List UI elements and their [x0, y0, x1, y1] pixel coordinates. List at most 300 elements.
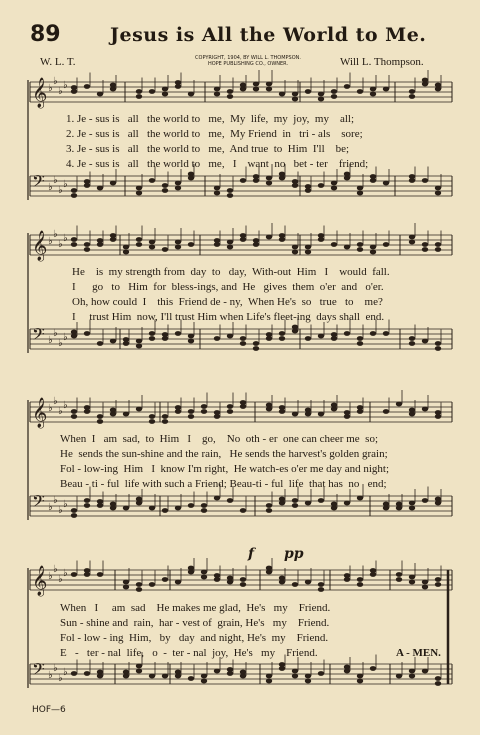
note-head: [279, 172, 285, 177]
note-head: [383, 502, 389, 507]
note-head: [266, 503, 272, 508]
note-head: [409, 506, 415, 511]
note-head: [357, 89, 363, 94]
note-head: [136, 94, 142, 99]
note-head: [409, 89, 415, 94]
note-head: [136, 664, 142, 669]
note-head: [71, 572, 77, 577]
note-head: [162, 87, 168, 92]
note-head: [71, 409, 77, 414]
note-head: [84, 179, 90, 184]
note-head: [97, 92, 103, 97]
note-head: [435, 341, 441, 346]
treble-staff: [30, 558, 452, 597]
note-head: [162, 183, 168, 188]
lyric-verse-4: Beau - ti - ful life with such a Friend; Beau-ti - ful life that has no end;: [60, 478, 387, 490]
note-head: [149, 419, 155, 424]
page-footer: HOF—6: [32, 705, 66, 715]
note-head: [227, 409, 233, 414]
note-head: [240, 336, 246, 341]
note-head: [305, 336, 311, 341]
note-head: [305, 679, 311, 684]
note-head: [357, 405, 363, 410]
lyric-verse-3: 3. Je - sus is all the world to me, And true to Him I'll be;: [66, 143, 350, 155]
note-head: [435, 242, 441, 247]
note-head: [292, 669, 298, 674]
flat-icon: ♭: [63, 499, 68, 510]
note-head: [344, 573, 350, 578]
note-head: [253, 341, 259, 346]
note-head: [331, 502, 337, 507]
note-head: [435, 676, 441, 681]
note-head: [370, 174, 376, 179]
note-head: [253, 82, 259, 87]
note-head: [370, 250, 376, 255]
note-head: [409, 341, 415, 346]
flat-icon: ♭: [58, 673, 63, 684]
note-head: [71, 193, 77, 198]
note-head: [279, 336, 285, 341]
note-head: [71, 671, 77, 676]
note-head: [305, 501, 311, 506]
flat-icon: ♭: [58, 185, 63, 196]
note-head: [175, 181, 181, 186]
note-head: [409, 501, 415, 506]
note-head: [136, 669, 142, 674]
note-head: [149, 336, 155, 341]
flat-icon: ♭: [48, 403, 53, 414]
note-head: [409, 174, 415, 179]
hymn-number: 89: [30, 22, 61, 47]
note-head: [331, 186, 337, 191]
note-head: [383, 409, 389, 414]
note-head: [84, 84, 90, 89]
note-head: [136, 242, 142, 247]
note-head: [279, 92, 285, 97]
copyright-line-1: COPYRIGHT, 1904, BY WILL L. THOMPSON.: [195, 55, 301, 61]
note-head: [175, 405, 181, 410]
bass-clef-icon: 𝄢: [32, 659, 45, 683]
note-head: [201, 674, 207, 679]
note-head: [97, 414, 103, 419]
note-head: [292, 412, 298, 417]
note-head: [97, 499, 103, 504]
note-head: [136, 344, 142, 349]
note-head: [331, 242, 337, 247]
note-head: [409, 235, 415, 240]
note-head: [383, 242, 389, 247]
note-head: [227, 188, 233, 193]
note-head: [318, 183, 324, 188]
note-head: [214, 191, 220, 196]
note-head: [383, 181, 389, 186]
note-head: [357, 247, 363, 252]
note-head: [292, 245, 298, 250]
flat-icon: ♭: [53, 663, 58, 674]
note-head: [435, 410, 441, 415]
note-head: [370, 666, 376, 671]
note-head: [279, 233, 285, 238]
note-head: [123, 412, 129, 417]
note-head: [422, 585, 428, 590]
note-head: [318, 412, 324, 417]
staff-system-4: [0, 560, 480, 700]
note-head: [266, 87, 272, 92]
note-head: [110, 233, 116, 238]
note-head: [188, 409, 194, 414]
note-head: [318, 671, 324, 676]
flat-icon: ♭: [58, 338, 63, 349]
note-head: [370, 245, 376, 250]
note-head: [305, 580, 311, 585]
note-head: [396, 402, 402, 407]
flat-icon: ♭: [58, 574, 63, 585]
note-head: [84, 503, 90, 508]
note-head: [214, 336, 220, 341]
note-head: [253, 174, 259, 179]
note-head: [370, 87, 376, 92]
note-head: [188, 242, 194, 247]
lyric-verse-2: I go to Him for bless-ings, and He gives them o'er and o'er.: [72, 281, 384, 293]
note-head: [71, 414, 77, 419]
note-head: [97, 419, 103, 424]
note-head: [227, 498, 233, 503]
note-head: [409, 580, 415, 585]
copyright-line-2: HOPE PUBLISHING CO., OWNER.: [207, 61, 289, 67]
flat-icon: ♭: [48, 502, 53, 513]
composer-credit: Will L. Thompson.: [340, 56, 424, 68]
note-head: [435, 191, 441, 196]
flat-icon: ♭: [63, 400, 68, 411]
note-head: [227, 667, 233, 672]
lyric-verse-1: When I am sad He makes me glad, He's my Friend.: [60, 602, 331, 614]
note-head: [344, 410, 350, 415]
note-head: [357, 679, 363, 684]
note-head: [344, 665, 350, 670]
note-head: [110, 181, 116, 186]
note-head: [279, 497, 285, 502]
note-head: [227, 576, 233, 581]
note-head: [214, 496, 220, 501]
treble-staff: [30, 223, 452, 262]
note-head: [162, 188, 168, 193]
flat-icon: ♭: [58, 239, 63, 250]
note-head: [201, 404, 207, 409]
note-head: [357, 191, 363, 196]
note-head: [409, 336, 415, 341]
note-head: [201, 575, 207, 580]
note-head: [214, 238, 220, 243]
note-head: [175, 240, 181, 245]
note-head: [266, 82, 272, 87]
note-head: [71, 237, 77, 242]
note-head: [318, 233, 324, 238]
note-head: [227, 193, 233, 198]
note-head: [305, 245, 311, 250]
note-head: [279, 576, 285, 581]
hymn-title: Jesus is All the World to Me.: [110, 24, 427, 46]
note-head: [84, 331, 90, 336]
note-head: [240, 83, 246, 88]
note-head: [266, 674, 272, 679]
note-head: [97, 572, 103, 577]
note-head: [292, 498, 298, 503]
note-head: [162, 674, 168, 679]
treble-clef-icon: 𝄞: [32, 398, 48, 428]
note-head: [253, 238, 259, 243]
note-head: [266, 235, 272, 240]
note-head: [292, 179, 298, 184]
note-head: [84, 671, 90, 676]
note-head: [266, 508, 272, 513]
lyric-verse-2: 2. Je - sus is all the world to me, My Friend in tri - als sore;: [66, 128, 363, 140]
note-head: [136, 186, 142, 191]
treble-staff: [30, 390, 452, 429]
note-head: [149, 582, 155, 587]
flat-icon: ♭: [63, 179, 68, 190]
note-head: [227, 245, 233, 250]
flat-icon: ♭: [53, 328, 58, 339]
lyric-verse-1: When I am sad, to Him I go, No oth - er one can cheer me so;: [60, 433, 378, 445]
note-head: [97, 186, 103, 191]
note-head: [110, 339, 116, 344]
note-head: [357, 336, 363, 341]
note-head: [175, 331, 181, 336]
note-head: [71, 85, 77, 90]
note-head: [279, 405, 285, 410]
note-head: [227, 404, 233, 409]
treble-clef-icon: 𝄞: [32, 78, 48, 108]
note-head: [188, 676, 194, 681]
note-head: [318, 498, 324, 503]
flat-icon: ♭: [48, 83, 53, 94]
lyric-verse-3: Fol - low - ing Him, by day and night, He's my Friend.: [60, 632, 329, 644]
note-head: [318, 334, 324, 339]
note-head: [357, 186, 363, 191]
note-head: [435, 497, 441, 502]
bass-clef-icon: 𝄢: [32, 171, 45, 195]
note-head: [318, 92, 324, 97]
staff-system-3: [0, 392, 480, 532]
note-head: [84, 568, 90, 573]
note-head: [214, 410, 220, 415]
note-head: [188, 92, 194, 97]
note-head: [201, 503, 207, 508]
note-head: [422, 407, 428, 412]
note-head: [292, 97, 298, 102]
note-head: [266, 176, 272, 181]
note-head: [136, 339, 142, 344]
note-head: [435, 582, 441, 587]
note-head: [435, 346, 441, 351]
note-head: [305, 184, 311, 189]
note-head: [266, 566, 272, 571]
lyric-verse-4: 4. Je - sus is all the world to me, I want no bet - ter friend;: [66, 158, 369, 170]
flat-icon: ♭: [58, 86, 63, 97]
note-head: [409, 240, 415, 245]
note-head: [214, 669, 220, 674]
note-head: [110, 83, 116, 88]
note-head: [266, 403, 272, 408]
lyric-verse-1: He is my strength from day to day, With-out Him I would fall.: [72, 266, 390, 278]
note-head: [175, 245, 181, 250]
note-head: [149, 89, 155, 94]
note-head: [396, 502, 402, 507]
note-head: [188, 503, 194, 508]
bass-clef-icon: 𝄢: [32, 491, 45, 515]
note-head: [240, 400, 246, 405]
note-head: [357, 577, 363, 582]
note-head: [344, 245, 350, 250]
note-head: [370, 331, 376, 336]
note-head: [175, 186, 181, 191]
note-head: [188, 566, 194, 571]
note-head: [136, 237, 142, 242]
note-head: [292, 503, 298, 508]
note-head: [409, 669, 415, 674]
note-head: [71, 513, 77, 518]
note-head: [422, 339, 428, 344]
note-head: [409, 94, 415, 99]
note-head: [292, 325, 298, 330]
lyric-verse-1: 1. Je - sus is all the world to me, My life, my joy, my all;: [66, 113, 355, 125]
note-head: [149, 240, 155, 245]
note-head: [305, 674, 311, 679]
note-head: [149, 245, 155, 250]
note-head: [331, 403, 337, 408]
note-head: [136, 582, 142, 587]
note-head: [279, 331, 285, 336]
note-head: [396, 577, 402, 582]
note-head: [331, 332, 337, 337]
note-head: [318, 587, 324, 592]
note-head: [201, 409, 207, 414]
note-head: [292, 674, 298, 679]
note-head: [435, 83, 441, 88]
flat-icon: ♭: [53, 229, 58, 240]
note-head: [175, 670, 181, 675]
note-head: [240, 577, 246, 582]
flat-icon: ♭: [63, 233, 68, 244]
note-head: [227, 94, 233, 99]
note-head: [149, 506, 155, 511]
note-head: [305, 250, 311, 255]
amen-lyric: A - MEN.: [396, 647, 441, 659]
flat-icon: ♭: [48, 335, 53, 346]
note-head: [422, 78, 428, 83]
note-head: [292, 92, 298, 97]
dynamic-pianissimo: pp: [284, 546, 304, 562]
note-head: [370, 568, 376, 573]
note-head: [357, 242, 363, 247]
note-head: [188, 414, 194, 419]
flat-icon: ♭: [58, 505, 63, 516]
note-head: [227, 89, 233, 94]
note-head: [240, 582, 246, 587]
note-head: [84, 242, 90, 247]
lyric-verse-2: Sun - shine and rain, har - vest of grain, He's my Friend.: [60, 617, 330, 629]
note-head: [123, 506, 129, 511]
note-head: [201, 570, 207, 575]
flat-icon: ♭: [48, 571, 53, 582]
note-head: [240, 341, 246, 346]
note-head: [344, 331, 350, 336]
note-head: [71, 188, 77, 193]
note-head: [305, 408, 311, 413]
note-head: [435, 681, 441, 686]
bass-clef-icon: 𝄢: [32, 324, 45, 348]
note-head: [227, 334, 233, 339]
note-head: [422, 178, 428, 183]
note-head: [84, 498, 90, 503]
copyright-notice: [168, 55, 328, 67]
flat-icon: ♭: [53, 175, 58, 186]
note-head: [383, 87, 389, 92]
note-head: [149, 178, 155, 183]
lyric-verse-4: E - ter - nal life, o - ter - nal joy, He's my Friend.: [60, 647, 318, 659]
note-head: [344, 501, 350, 506]
flat-icon: ♭: [48, 236, 53, 247]
note-head: [253, 346, 259, 351]
note-head: [357, 582, 363, 587]
note-head: [422, 669, 428, 674]
note-head: [331, 181, 337, 186]
flat-icon: ♭: [48, 670, 53, 681]
note-head: [71, 508, 77, 513]
staff-system-1: [0, 72, 480, 212]
note-head: [136, 89, 142, 94]
note-head: [162, 92, 168, 97]
note-head: [188, 334, 194, 339]
note-head: [123, 245, 129, 250]
flat-icon: ♭: [53, 396, 58, 407]
flat-icon: ♭: [53, 76, 58, 87]
note-head: [383, 331, 389, 336]
note-head: [136, 497, 142, 502]
note-head: [409, 575, 415, 580]
note-head: [240, 178, 246, 183]
note-head: [201, 508, 207, 513]
dynamic-forte: f: [248, 546, 255, 562]
note-head: [214, 87, 220, 92]
note-head: [357, 674, 363, 679]
note-head: [266, 332, 272, 337]
note-head: [201, 679, 207, 684]
lyric-verse-2: He sends the sun-shine and the rain, He sends the harvest's golden grain;: [60, 448, 388, 460]
note-head: [162, 332, 168, 337]
note-head: [422, 498, 428, 503]
note-head: [123, 585, 129, 590]
lyric-verse-3: Oh, how could I this Friend de - ny, When He's so true to me?: [72, 296, 383, 308]
note-head: [149, 674, 155, 679]
note-head: [136, 407, 142, 412]
note-head: [136, 587, 142, 592]
note-head: [162, 419, 168, 424]
lyric-verse-3: Fol - low-ing Him I know I'm right, He watch-es o'er me day and night;: [60, 463, 390, 475]
staff-system-2: [0, 225, 480, 365]
flat-icon: ♭: [63, 332, 68, 343]
note-head: [175, 506, 181, 511]
note-head: [331, 94, 337, 99]
flat-icon: ♭: [53, 564, 58, 575]
note-head: [162, 508, 168, 513]
note-head: [97, 341, 103, 346]
note-head: [370, 92, 376, 97]
flat-icon: ♭: [53, 495, 58, 506]
note-head: [188, 172, 194, 177]
note-head: [175, 80, 181, 85]
note-head: [357, 341, 363, 346]
